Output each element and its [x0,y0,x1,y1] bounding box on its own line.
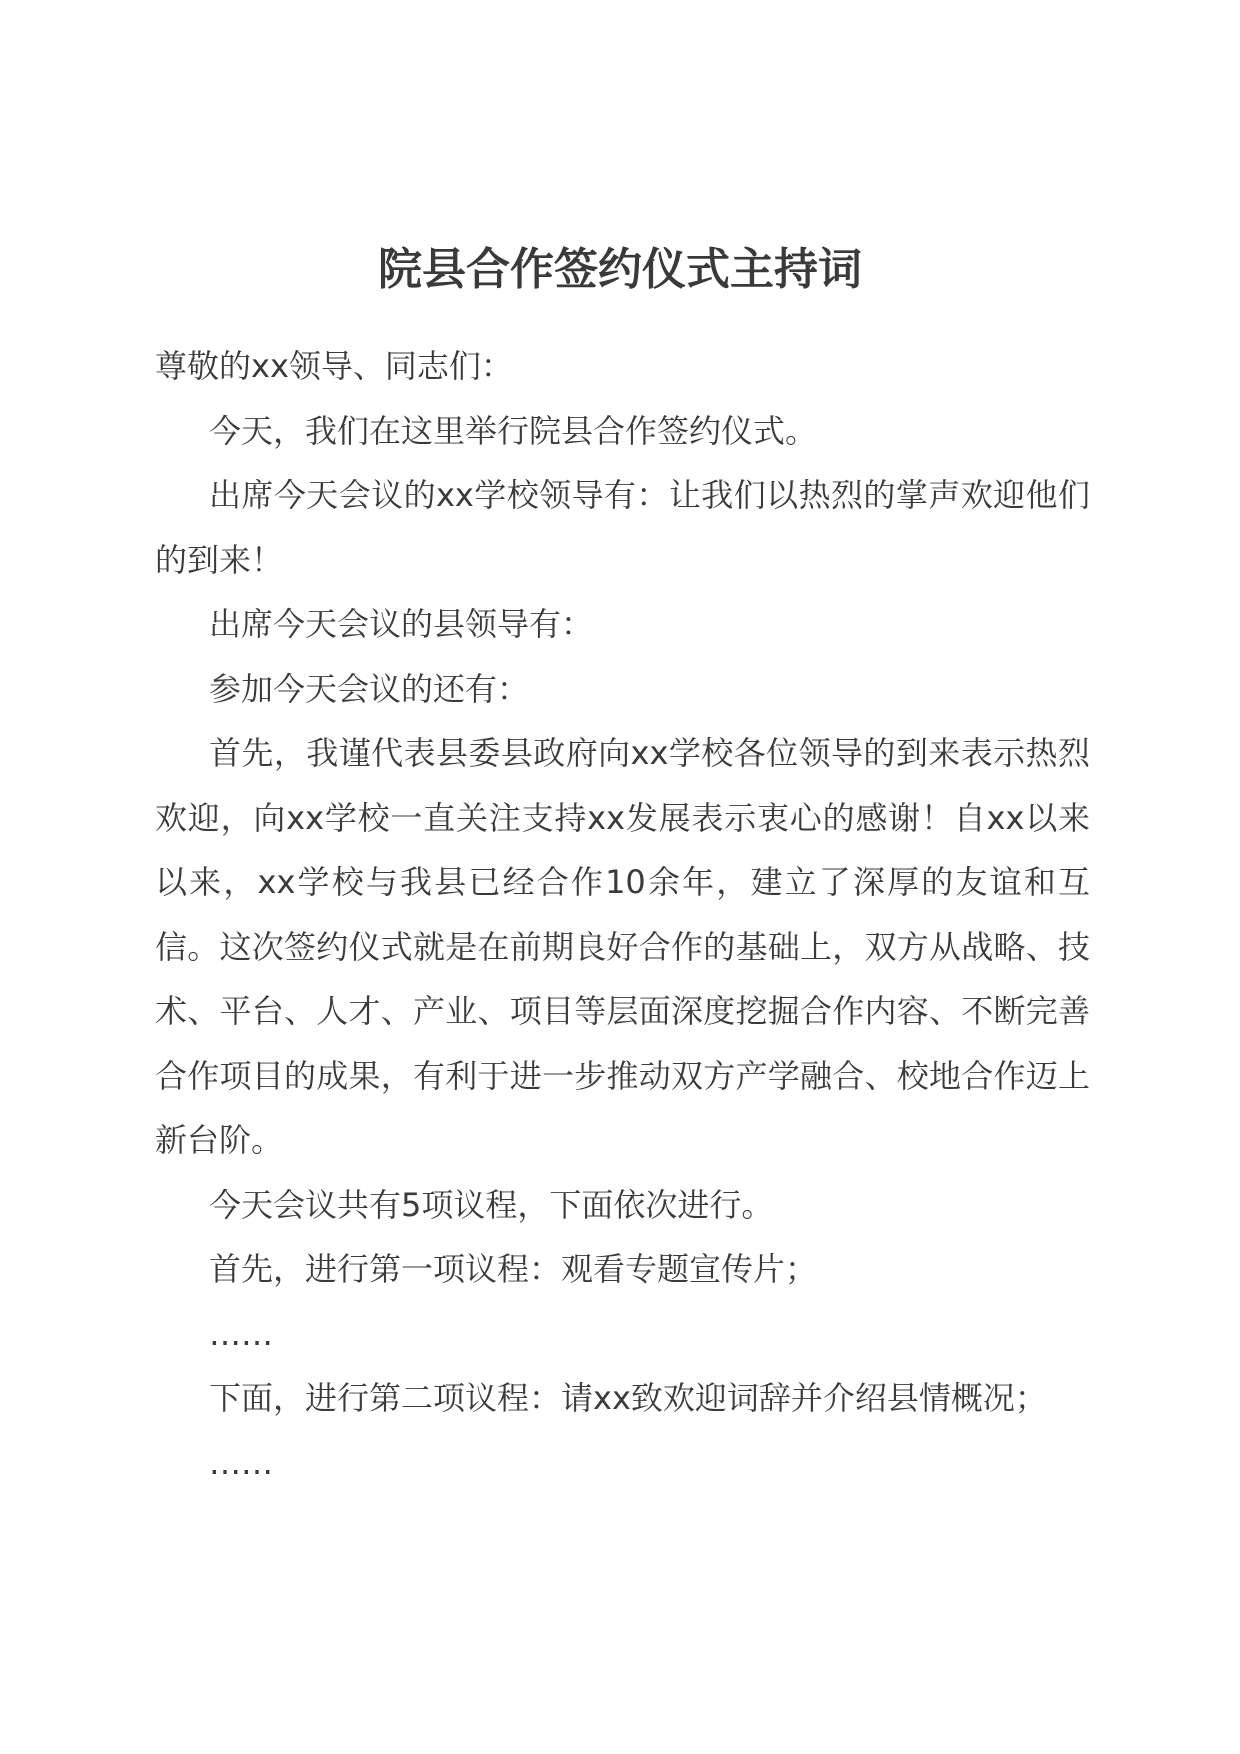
paragraph-agenda-item-2: 下面，进行第二项议程：请xx致欢迎词辞并介绍县情概况； [209,1379,1047,1417]
salutation: 尊敬的xx领导、同志们： [155,347,513,385]
document-body [155,334,1090,1495]
ellipsis-1: …… [209,1314,273,1353]
paragraph-school-leaders: 出席今天会议的xx学校领导有：让我们以热烈的掌声欢迎他们的到来！ [155,476,1090,579]
paragraph-agenda-item-1: 首先，进行第一项议程：观看专题宣传片； [209,1250,818,1288]
paragraph-welcome-speech: 首先，我谨代表县委县政府向xx学校各位领导的到来表示热烈欢迎，向xx学校一直关注支持xx发展表示衷心的感谢！自xx以来以来，xx学校与我县已经合作10余年，建立了深厚的友谊和互信。这次签约仪式就是在前期良好合作的基础上，双方从战略、技术、平台、人才、产业、项目等层面深度挖掘合作内容、不断完善合作项目的成果，有利于进一步推动双方产学融合、校地合作迈上新台阶。 [155,734,1090,1159]
paragraph-agenda-intro: 今天会议共有5项议程，下面依次进行。 [209,1185,774,1224]
paragraph-county-leaders: 出席今天会议的县领导有： [209,605,594,643]
paragraph-opening: 今天，我们在这里举行院县合作签约仪式。 [209,411,818,450]
ellipsis-2: …… [209,1443,273,1482]
document-title: 院县合作签约仪式主持词 [378,244,862,295]
paragraph-other-attendees: 参加今天会议的还有： [209,669,530,708]
